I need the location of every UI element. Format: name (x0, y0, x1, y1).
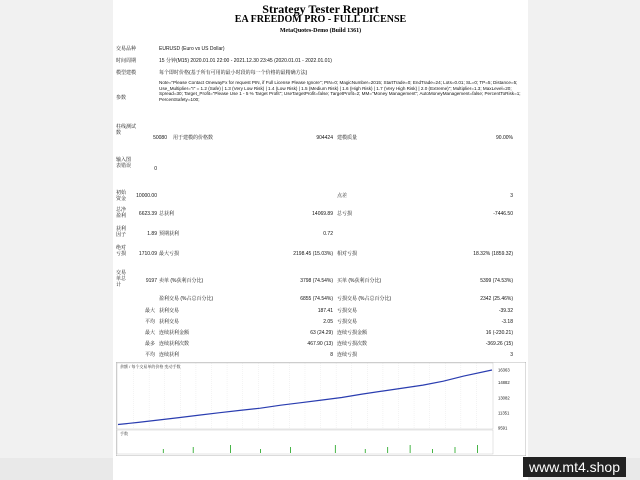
lot-bar (410, 445, 411, 453)
net-profit-label: 总净盈利 (116, 207, 127, 219)
extreme-b-value: 16 (-230.21) (485, 330, 513, 336)
lot-bar (432, 449, 433, 453)
params-label: 参数 (116, 95, 127, 101)
period-label: 时间周期 (116, 58, 137, 64)
ticks-label: 用于建模的价格数 (173, 135, 214, 141)
mismatch-label: 输入图表错误 (116, 157, 132, 169)
mismatch-value: 0 (154, 166, 157, 172)
win-trades-label: 盈利交易 (%占总百分比) (159, 296, 214, 302)
abs-drawdown-label: 绝对亏损 (116, 245, 127, 257)
long-value: 5399 (74.53%) (480, 278, 513, 284)
expected-payoff-label: 预期获利 (159, 231, 180, 237)
lot-bar (230, 445, 231, 453)
net-profit-value: 6623.39 (138, 211, 157, 217)
extreme-label: 平均 (144, 319, 155, 325)
gross-loss-value: -7446.50 (493, 211, 513, 217)
extreme-label: 最大 (144, 330, 155, 336)
extreme-label: 最多 (144, 341, 155, 347)
y-tick-label: 16363 (498, 367, 510, 373)
y-tick-label: 11351 (498, 410, 510, 416)
rel-drawdown-label: 相对亏损 (337, 251, 358, 257)
gross-profit-label: 总获利 (159, 211, 175, 217)
extreme-a-value: 63 (24.29) (310, 330, 333, 336)
win-trades-value: 6855 (74.54%) (300, 296, 333, 302)
extreme-b-label: 亏损交易 (337, 308, 358, 314)
spread-label: 点差 (337, 193, 348, 199)
deposit-value: 10000.00 (136, 193, 157, 199)
extreme-b-label: 连续亏损次数 (337, 341, 368, 347)
y-tick-label: 13082 (498, 395, 510, 401)
extreme-label: 平均 (144, 352, 155, 358)
extreme-b-label: 连续亏损金额 (337, 330, 368, 336)
extreme-a-label: 连续获利 (159, 352, 180, 358)
extreme-b-value: -39.32 (498, 308, 513, 314)
report-build: MetaQuotes-Demo (Build 1361) (279, 28, 362, 34)
extreme-a-value: 187.41 (317, 308, 333, 314)
watermark: www.mt4.shop (523, 457, 626, 477)
report-subtitle: EA FREEDOM PRO - FULL LICENSE (234, 14, 407, 25)
extreme-b-value: -3.18 (501, 319, 513, 325)
extreme-a-value: 8 (330, 352, 333, 358)
extreme-a-label: 获利交易 (159, 308, 180, 314)
quality-label: 建模质量 (337, 135, 358, 141)
max-drawdown-label: 最大亏损 (159, 251, 180, 257)
total-trades-value: 9197 (145, 278, 157, 284)
quality-value: 90.00% (496, 135, 513, 141)
right-background (528, 0, 640, 458)
rel-drawdown-value: 18.32% (1859.32) (473, 251, 513, 257)
extreme-label: 最大 (144, 308, 155, 314)
lot-bar (290, 447, 291, 453)
lot-bar (387, 447, 388, 453)
left-background (0, 0, 113, 458)
extreme-b-label: 连续亏损 (337, 352, 358, 358)
extreme-a-label: 获利交易 (159, 319, 180, 325)
gross-loss-label: 总亏损 (337, 211, 353, 217)
lot-bar (365, 449, 366, 453)
extreme-a-label: 连续获利次数 (159, 341, 190, 347)
loss-trades-value: 2342 (25.46%) (480, 296, 513, 302)
lot-bar (163, 449, 164, 453)
report-title: Strategy Tester Report (262, 2, 379, 16)
profit-factor-label: 获利因子 (116, 226, 127, 238)
profit-factor-value: 1.89 (147, 231, 157, 237)
params-text: Note="Please Contact OnewayFx for request PIN, if Full License Please Ignore"; PIN=0; MagicNumber=2015; StartTrade=0; EndTrade=24; Lots=0.01; SL=0; TP=5; Distance=5; Use_Multiplier="I" = 1.2 (Safe) | 1.3 (Very Low Risk) | 1.4 (Low Risk) | 1.5 (Medium Risk) | 1.6 (High Risk) | 1.7 (Very High Risk) | 2.0 (Extreme)"; Multiplier=1.3; MaxLevel=20; Spread=30; Target_Profit="Please Use 1 - 5 % Target Profit"; UseTargetProfit=false; TargetProfit=2; MM="Money Management"; AutoMoneyManagement=false; PercentToRisk=1; PercentSafety=100; (159, 80, 521, 102)
deposit-label: 初始资金 (116, 190, 127, 202)
expected-payoff-value: 0.72 (323, 231, 333, 237)
extreme-a-value: 467.90 (13) (307, 341, 333, 347)
symbol-value: EURUSD (Euro vs US Dollar) (159, 46, 225, 52)
long-label: 买单 (%获利百分比) (337, 278, 382, 284)
model-label: 模型建模 (116, 70, 137, 76)
y-tick-label: 14882 (498, 380, 510, 386)
bottom-strip (113, 458, 528, 480)
max-drawdown-value: 2198.45 (15.03%) (293, 251, 333, 257)
bars-value: 50080 (153, 135, 167, 141)
spread-value: 3 (510, 193, 513, 199)
lot-bar (455, 447, 456, 453)
short-label: 卖单 (%获利百分比) (159, 278, 204, 284)
balance-chart (116, 362, 526, 456)
loss-trades-label: 亏损交易 (%占总百分比) (337, 296, 392, 302)
short-value: 3798 (74.54%) (300, 278, 333, 284)
abs-drawdown-value: 1710.09 (138, 251, 157, 257)
y-tick-label: 9591 (498, 425, 508, 431)
chart-legend: 余额 / 每个交易单的价格 变动手数 (120, 364, 181, 369)
symbol-label: 交易品种 (116, 46, 137, 52)
lot-bar (260, 449, 261, 453)
lots-label: 手数 (120, 431, 128, 436)
lots-panel (117, 430, 493, 454)
extreme-b-label: 亏损交易 (337, 319, 358, 325)
lot-bar (193, 447, 194, 453)
extreme-b-value: -369.26 (15) (485, 341, 513, 347)
extreme-b-value: 3 (510, 352, 513, 358)
extreme-a-label: 连续获利金额 (159, 330, 190, 336)
lot-bar (335, 445, 336, 453)
extreme-a-value: 2.05 (323, 319, 333, 325)
period-value: 15 分钟(M15) 2020.01.01 22:00 - 2021.12.30 23:45 (2020.01.01 - 2022.01.01) (159, 58, 332, 64)
lot-bar (477, 445, 478, 453)
report-page (113, 0, 528, 458)
gross-profit-value: 14069.89 (312, 211, 333, 217)
bars-label: 柱线测试数 (116, 124, 137, 136)
model-value: 每个即时价格(基于所有可用的最小时段的每一个价格的最精确方法) (159, 70, 308, 76)
total-trades-label: 交易单总计 (116, 270, 127, 288)
ticks-value: 904424 (316, 135, 333, 141)
